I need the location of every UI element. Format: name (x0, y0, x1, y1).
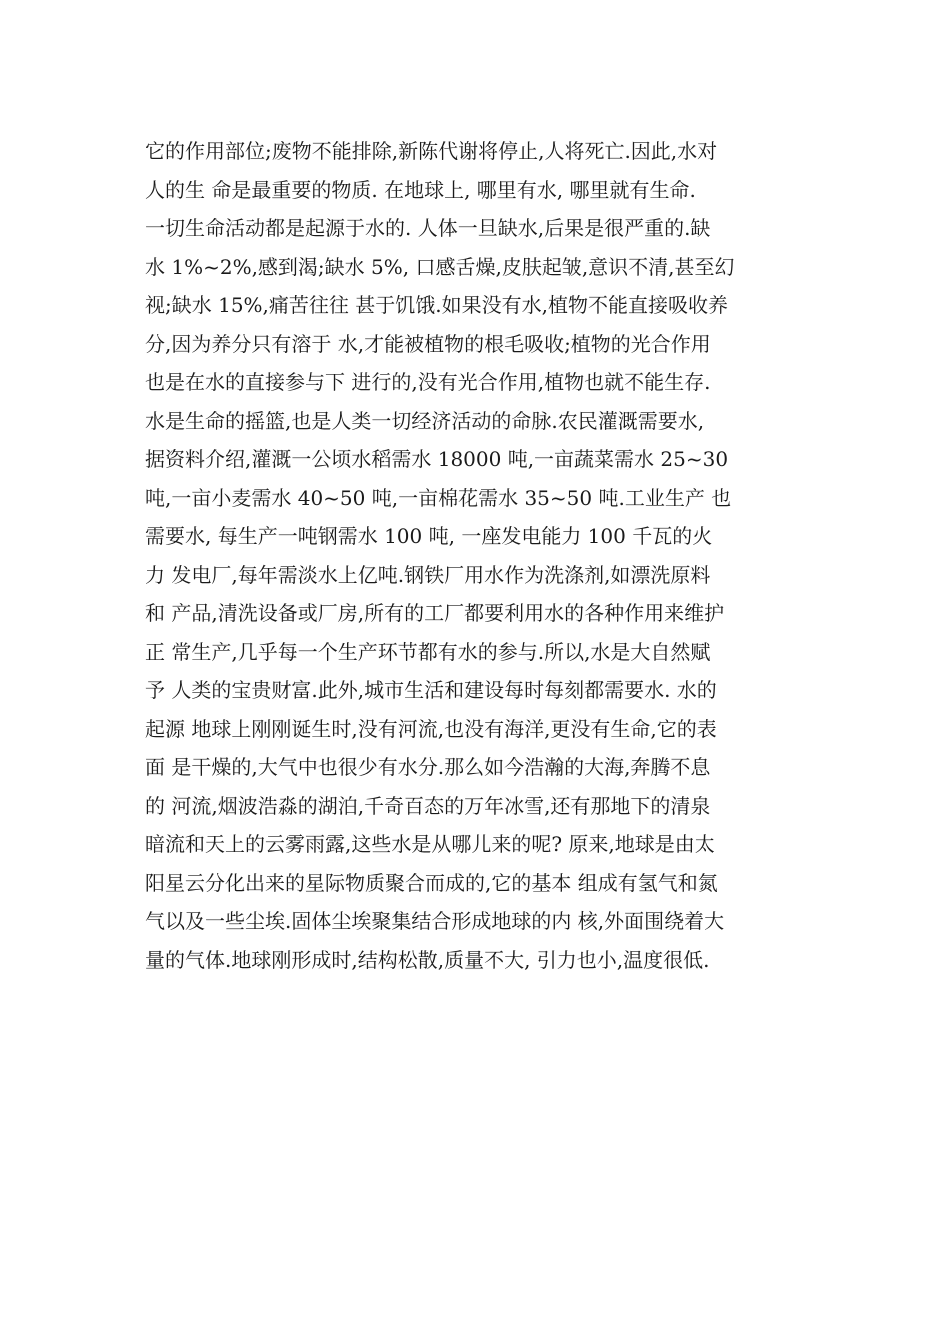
text-line: 起源 地球上刚刚诞生时,没有河流,也没有海洋,更没有生命,它的表 (145, 716, 717, 741)
text-line: 视;缺水 15%,痛苦往往 甚于饥饿.如果没有水,植物不能直接吸收养 (145, 293, 728, 317)
text-line: 分,因为养分只有溶于 水,才能被植物的根毛吸收;植物的光合作用 (145, 331, 711, 356)
text-line: 的 河流,烟波浩淼的湖泊,千奇百态的万年冰雪,还有那地下的清泉 (145, 793, 711, 818)
text-line: 予 人类的宝贵财富.此外,城市生活和建设每时每刻都需要水. 水的 (145, 678, 717, 702)
text-line: 水 1%~2%,感到渴;缺水 5%, 口感舌燥,皮肤起皱,意识不清,甚至幻 (145, 254, 735, 279)
text-line: 正 常生产,几乎每一个生产环节都有水的参与.所以,水是大自然赋 (145, 639, 711, 664)
text-line: 吨,一亩小麦需水 40~50 吨,一亩棉花需水 35~50 吨.工业生产 也 (145, 485, 732, 510)
body-text (145, 132, 815, 979)
text-line: 它的作用部位;废物不能排除,新陈代谢将停止,人将死亡.因此,水对 (145, 139, 718, 163)
text-line: 阳星云分化出来的星际物质聚合而成的,它的基本 组成有氢气和氮 (145, 870, 718, 895)
text-line: 暗流和天上的云雾雨露,这些水是从哪儿来的呢? 原来,地球是由太 (145, 832, 715, 856)
text-line: 力 发电厂,每年需淡水上亿吨.钢铁厂用水作为洗涤剂,如漂洗原料 (145, 562, 711, 587)
text-line: 需要水, 每生产一吨钢需水 100 吨, 一座发电能力 100 千瓦的火 (145, 524, 713, 548)
text-line: 水是生命的摇篮,也是人类一切经济活动的命脉.农民灌溉需要水, (145, 408, 705, 433)
text-line: 和 产品,清洗设备或厂房,所有的工厂都要利用水的各种作用来维护 (145, 601, 725, 625)
text-line: 量的气体.地球刚形成时,结构松散,质量不大, 引力也小,温度很低. (145, 947, 710, 972)
text-line: 气以及一些尘埃.固体尘埃聚集结合形成地球的内 核,外面围绕着大 (145, 909, 725, 933)
text-line: 人的生 命是最重要的物质. 在地球上, 哪里有水, 哪里就有生命. (145, 177, 696, 202)
text-line: 据资料介绍,灌溉一公顷水稻需水 18000 吨,一亩蔬菜需水 25~30 (145, 447, 729, 471)
text-line: 一切生命活动都是起源于水的. 人体一旦缺水,后果是很严重的.缺 (145, 216, 711, 240)
text-line: 也是在水的直接参与下 进行的,没有光合作用,植物也就不能生存. (145, 370, 711, 394)
text-line: 面 是干燥的,大气中也很少有水分.那么如今浩瀚的大海,奔腾不息 (145, 755, 711, 779)
